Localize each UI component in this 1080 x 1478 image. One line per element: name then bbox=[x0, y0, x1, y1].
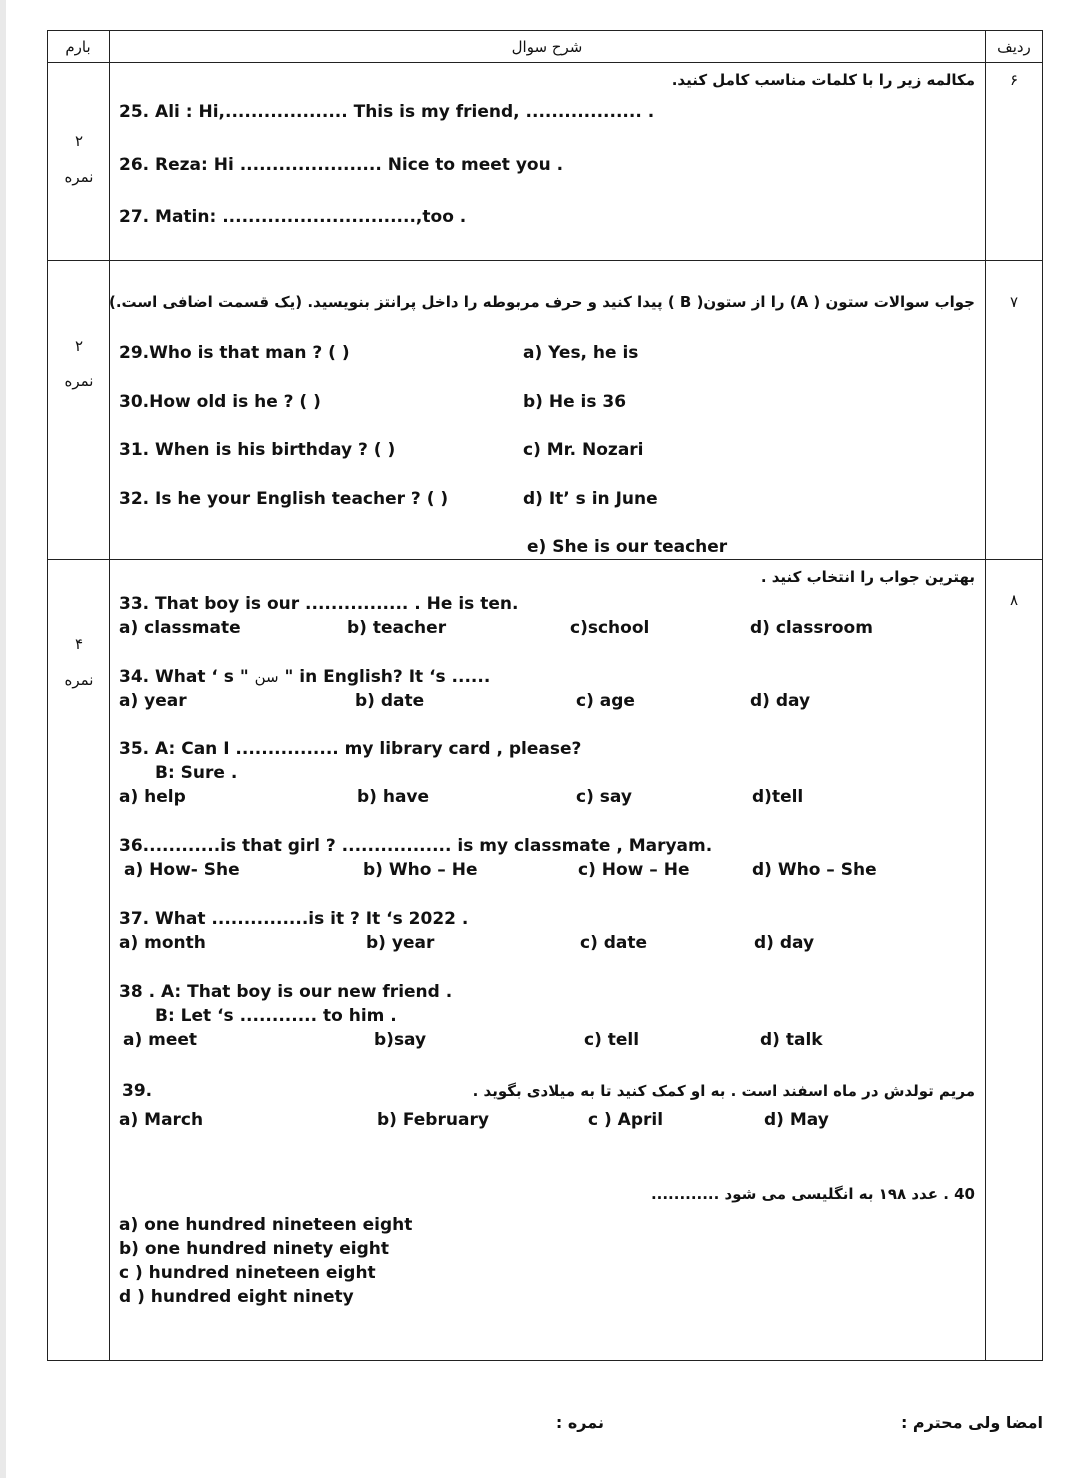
option-a: a) month bbox=[119, 933, 206, 953]
option-d: d) classroom bbox=[750, 618, 873, 638]
question-33: 33. That boy is our ................ . He is ten. bbox=[119, 594, 519, 614]
question-32: 32. Is he your English teacher ? ( ) bbox=[119, 489, 449, 509]
option-a: a) year bbox=[119, 691, 187, 711]
option-c: c) age bbox=[576, 691, 635, 711]
option-d: d) day bbox=[754, 933, 815, 953]
question-34-text-b: " in English? It ‘s ...... bbox=[284, 667, 491, 687]
option-b: b) one hundred ninety eight bbox=[119, 1239, 390, 1259]
option-c: c)school bbox=[570, 618, 650, 638]
option-d: d)tell bbox=[752, 787, 804, 807]
option-d: d) talk bbox=[760, 1030, 823, 1050]
question-31: 31. When is his birthday ? ( ) bbox=[119, 440, 396, 460]
option-c: c) tell bbox=[584, 1030, 640, 1050]
option-a: a) help bbox=[119, 787, 186, 807]
question-29: 29.Who is that man ? ( ) bbox=[119, 343, 350, 363]
question-40: 40 . عدد ۱۹۸ به انگلیسی می شود ............ bbox=[650, 1185, 975, 1203]
question-27: 27. Matin: ..............................,too . bbox=[119, 207, 467, 227]
option-c: c) How – He bbox=[578, 860, 690, 880]
header-score: بارم bbox=[65, 38, 91, 56]
option-a: a) one hundred nineteen eight bbox=[119, 1215, 413, 1235]
score-unit: نمره bbox=[64, 372, 94, 390]
section-instruction: بهترین جواب را انتخاب کنید . bbox=[760, 568, 975, 586]
row-number: ۷ bbox=[1009, 293, 1019, 311]
question-35: 35. A: Can I ................ my library card , please? bbox=[119, 739, 582, 759]
question-25: 25. Ali : Hi,................... This is my friend, .................. . bbox=[119, 102, 655, 122]
header-description: شرح سوال bbox=[511, 38, 583, 56]
option-d: d ) hundred eight ninety bbox=[119, 1287, 354, 1307]
question-34 bbox=[119, 667, 490, 687]
section-divider-1 bbox=[47, 260, 1043, 261]
question-36: 36............is that girl ? ................. is my classmate , Maryam. bbox=[119, 836, 713, 856]
score-unit: نمره bbox=[64, 671, 94, 689]
score-column-divider bbox=[109, 30, 110, 1361]
option-a: a) classmate bbox=[119, 618, 241, 638]
option-a: a) How- She bbox=[124, 860, 240, 880]
header-row: ردیف bbox=[997, 38, 1031, 56]
question-34-word: سن bbox=[254, 668, 279, 686]
section-divider-2 bbox=[47, 559, 1043, 560]
option-b: b) Who – He bbox=[363, 860, 478, 880]
option-a: a) meet bbox=[123, 1030, 198, 1050]
section-score: ۲ bbox=[74, 337, 84, 355]
scan-edge bbox=[0, 0, 6, 1478]
option-c: c ) April bbox=[588, 1110, 664, 1130]
option-b: b) year bbox=[366, 933, 435, 953]
question-37: 37. What ...............is it ? It ‘s 2022 . bbox=[119, 909, 469, 929]
question-34-text-a: 34. What ‘ s " bbox=[119, 667, 249, 687]
option-b: b)say bbox=[374, 1030, 427, 1050]
exam-table bbox=[47, 30, 1043, 1361]
option-d: d) May bbox=[764, 1110, 829, 1130]
answer-e: e) She is our teacher bbox=[527, 537, 728, 557]
option-b: b) date bbox=[355, 691, 425, 711]
row-column-divider bbox=[985, 30, 986, 1361]
row-number: ۶ bbox=[1009, 71, 1019, 89]
answer-c: c) Mr. Nozari bbox=[523, 440, 644, 460]
answer-b: b) He is 36 bbox=[523, 392, 627, 412]
question-30: 30.How old is he ? ( ) bbox=[119, 392, 321, 412]
parent-signature-label: امضا ولی محترم : bbox=[900, 1413, 1043, 1432]
option-c: c) date bbox=[580, 933, 648, 953]
score-unit: نمره bbox=[64, 168, 94, 186]
option-d: d) Who – She bbox=[752, 860, 877, 880]
option-b: b) February bbox=[377, 1110, 489, 1130]
row-number: ۸ bbox=[1009, 591, 1019, 609]
question-39: مریم تولدش در ماه اسفند است . به او کمک کنید تا به میلادی بگوید . bbox=[472, 1082, 975, 1100]
question-38: 38 . A: That boy is our new friend . bbox=[119, 982, 453, 1002]
section-instruction: جواب سوالات ستون ( A) را از ستون( B ) پیدا کنید و حرف مربوطه را داخل پرانتز بنویسید. (یک قسمت اضافی است.) bbox=[108, 293, 975, 311]
section-score: ۴ bbox=[74, 635, 84, 653]
option-c: c ) hundred nineteen eight bbox=[119, 1263, 376, 1283]
question-35-reply: B: Sure . bbox=[155, 763, 238, 783]
grade-label: نمره : bbox=[555, 1413, 604, 1432]
header-divider bbox=[47, 62, 1043, 63]
option-d: d) day bbox=[750, 691, 811, 711]
section-instruction: مکالمه زیر را با کلمات مناسب کامل کنید. bbox=[671, 71, 975, 89]
question-38-reply: B: Let ‘s ............ to him . bbox=[155, 1006, 397, 1026]
answer-a: a) Yes, he is bbox=[523, 343, 639, 363]
option-b: b) have bbox=[357, 787, 430, 807]
section-score: ۲ bbox=[74, 132, 84, 150]
question-39-number: 39. bbox=[122, 1081, 153, 1101]
option-b: b) teacher bbox=[347, 618, 447, 638]
question-26: 26. Reza: Hi ...................... Nice to meet you . bbox=[119, 155, 564, 175]
option-a: a) March bbox=[119, 1110, 204, 1130]
answer-d: d) It’ s in June bbox=[523, 489, 658, 509]
option-c: c) say bbox=[576, 787, 632, 807]
